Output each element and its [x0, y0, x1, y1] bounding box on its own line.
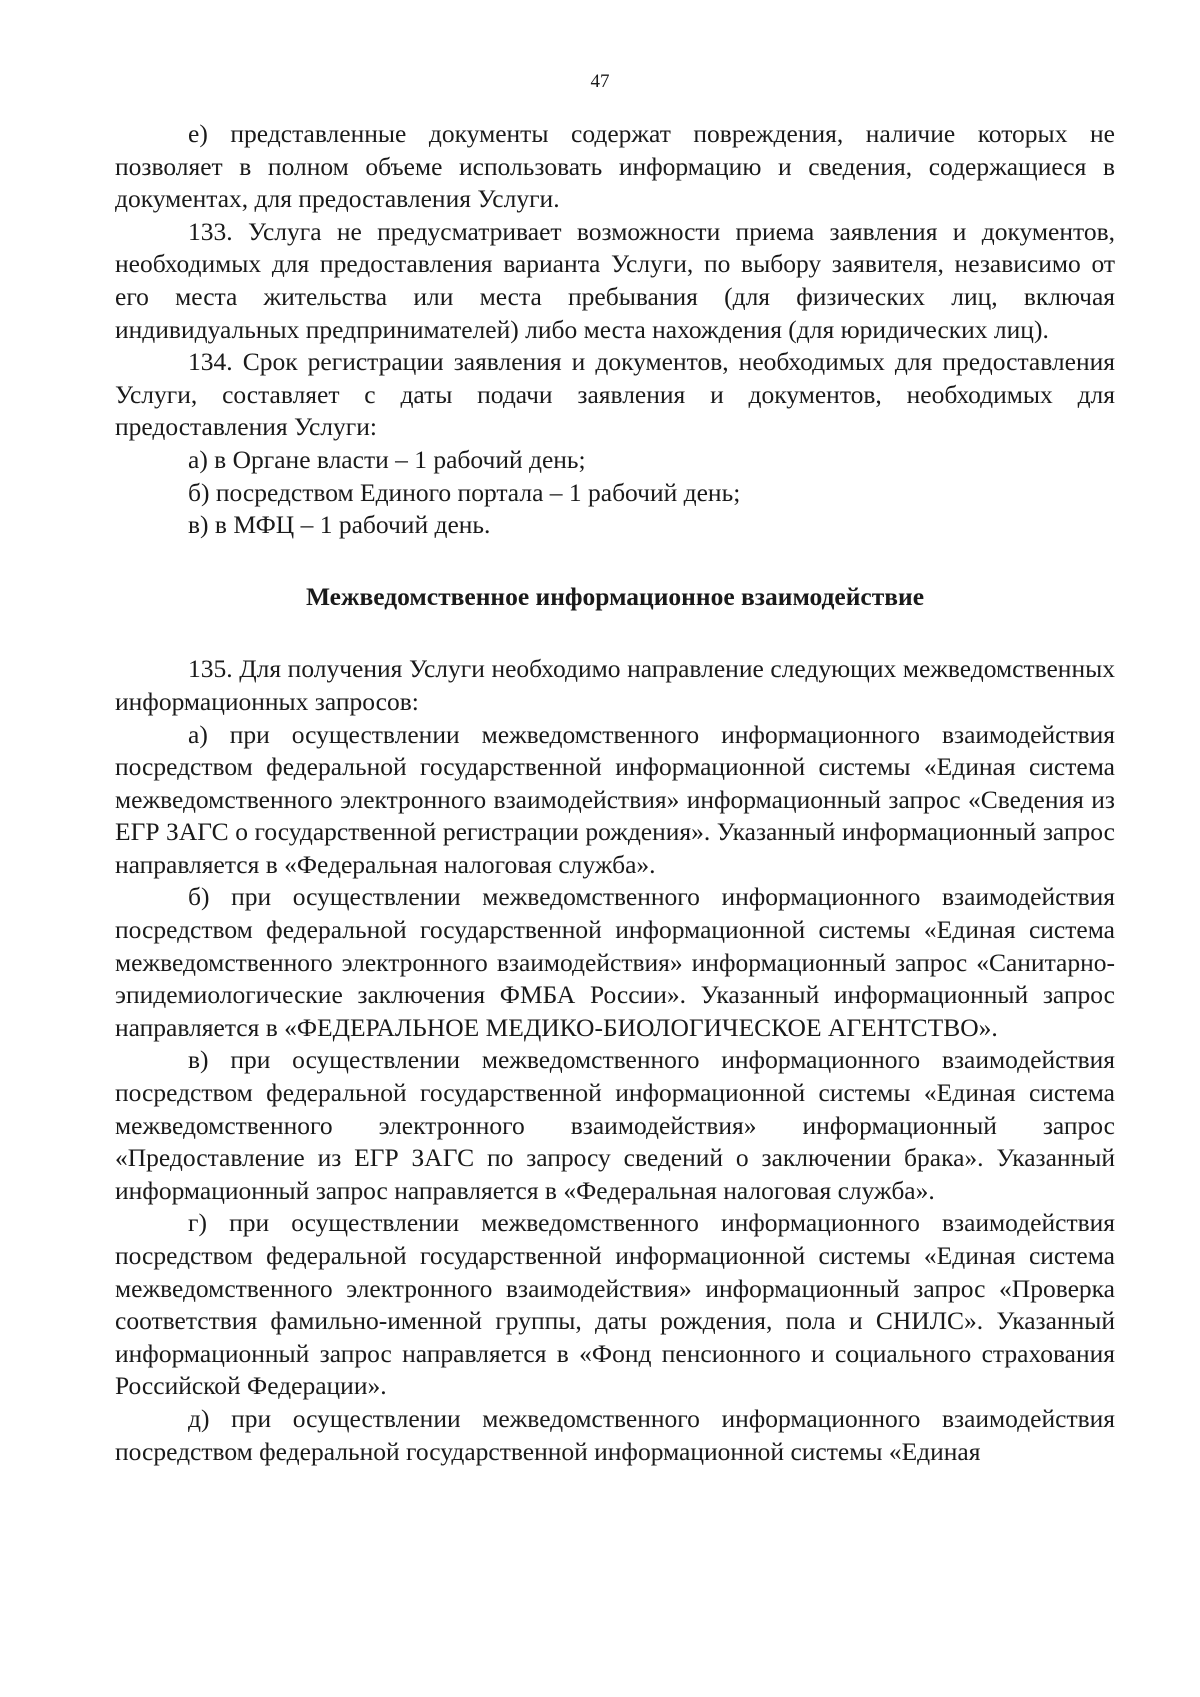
- request-item-g: г) при осуществлении межведомственного информационного взаимодействия посредством федеральной государственной информационной системы «Единая система межведомственного электронного взаимодействия» информационный запрос «Проверка соответствия фамильно-именной группы, даты рождения, пола и СНИЛС». Указанный информационный запрос направляется в «Фонд пенсионного и социального страхования Российской Федерации».: [115, 1208, 1115, 1401]
- paragraph-133: 133. Услуга не предусматривает возможности приема заявления и документов, необходимых для предоставления варианта Услуги, по выбору заявителя, независимо от его места жительства или места пребывания (для физических лиц, включая индивидуальных предпринимателей) либо места нахождения (для юридических лиц).: [115, 216, 1115, 344]
- request-item-a: а) при осуществлении межведомственного информационного взаимодействия посредством федеральной государственной информационной системы «Единая система межведомственного электронного взаимодействия» информационный запрос «Сведения из ЕГР ЗАГС о государственной регистрации рождения». Указанный информационный запрос направляется в «Федеральная налоговая служба».: [115, 719, 1115, 879]
- paragraph-134: 134. Срок регистрации заявления и документов, необходимых для предоставления Услуги, составляет с даты подачи заявления и документов, необходимых для предоставления Услуги:: [115, 347, 1115, 442]
- list-item-b: б) посредством Единого портала – 1 рабочий день;: [188, 477, 741, 507]
- document-body: [115, 118, 1115, 1468]
- paragraph-135: 135. Для получения Услуги необходимо направление следующих межведомственных информационных запросов:: [115, 654, 1115, 716]
- page-number: 47: [590, 71, 610, 92]
- request-item-b: б) при осуществлении межведомственного информационного взаимодействия посредством федеральной государственной информационной системы «Единая система межведомственного электронного взаимодействия» информационный запрос «Санитарно-эпидемиологические заключения ФМБА России». Указанный информационный запрос направляется в «ФЕДЕРАЛЬНОЕ МЕДИКО-БИОЛОГИЧЕСКОЕ АГЕНТСТВО».: [115, 882, 1115, 1042]
- section-heading: Межведомственное информационное взаимодействие: [305, 581, 925, 611]
- paragraph-item-e: е) представленные документы содержат повреждения, наличие которых не позволяет в полном объеме использовать информацию и сведения, содержащиеся в документах, для предоставления Услуги.: [115, 119, 1115, 214]
- list-item-v: в) в МФЦ – 1 рабочий день.: [188, 510, 491, 540]
- request-item-d: д) при осуществлении межведомственного информационного взаимодействия посредством федеральной государственной информационной системы «Единая: [115, 1403, 1115, 1466]
- request-item-v: в) при осуществлении межведомственного информационного взаимодействия посредством федеральной государственной информационной системы «Единая система межведомственного электронного взаимодействия» информационный запрос «Предоставление из ЕГР ЗАГС по запросу сведений о заключении брака». Указанный информационный запрос направляется в «Федеральная налоговая служба».: [115, 1045, 1115, 1205]
- list-item-a: а) в Органе власти – 1 рабочий день;: [188, 444, 586, 474]
